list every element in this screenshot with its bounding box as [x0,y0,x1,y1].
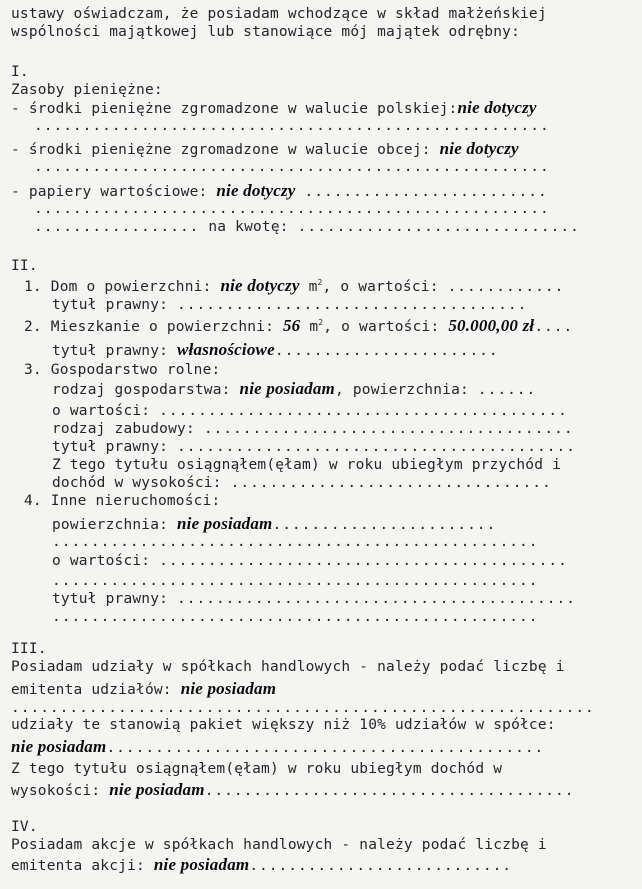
house-title-label: tytuł prawny: [52,297,169,313]
section-4-heading: IV. [11,819,38,835]
dotted-line: .................................................. [52,573,539,589]
shares-issuer-label: emitenta udziałów: [11,682,172,698]
farm-type-label: rodzaj gospodarstwa: [52,382,231,398]
house-title-row: tytuł prawny: .................................... [52,297,528,313]
cash-pln-row [11,99,537,118]
section-1-heading: I. [11,64,29,80]
flat-title-label: tytuł prawny: [52,343,169,359]
house-label: 1. Dom o powierzchni: [24,279,212,295]
dotted-line: .................................................. [52,534,539,550]
stocks-issuer-label: emitenta akcji: [11,858,145,874]
shares-income-row: wysokości: nie posiadam...................................... [11,780,575,799]
amount-label: na kwotę: [208,219,289,235]
farm-worth-label: o wartości: [52,403,151,419]
flat-title-row: tytuł prawny: własnościowe....................... [52,340,499,359]
cash-pln-label: - środki pieniężne zgromadzone w walucie polskiej: [11,101,458,117]
cash-foreign-value: nie dotyczy [439,139,519,158]
amount-row: ................. na kwotę: ............................. [34,219,580,235]
farm-building-label: rodzaj zabudowy: [52,421,195,437]
house-unit: m [308,279,318,295]
section-2-heading: II. [11,258,38,274]
dotted-line: ..................................................... [34,201,550,217]
securities-row: - papiery wartościowe: nie dotyczy ......................... [11,181,548,200]
shares-issuer-row [11,680,276,699]
shares-pakiet-value: nie posiadam [11,737,107,756]
shares-income-label: wysokości: [11,783,101,799]
farm-building-row: rodzaj zabudowy: ...................................... [52,421,574,437]
shares-income-value: nie posiadam [109,780,205,799]
section-3-heading: III. [11,641,47,657]
flat-unit-sup: 2 [318,318,324,327]
dotted-line: ............................................................ [11,700,595,716]
house-row: 1. Dom o powierzchni: nie dotyczy $m^2$, o wartości: ............ [24,276,565,295]
other-area-label: powierzchnia: [52,517,169,533]
other-title-label: tytuł prawny: [52,591,169,607]
shares-pakiet-label: udziały te stanowią pakiet większy niż 10% udziałów w spółce: [11,717,556,733]
securities-value: nie dotyczy [216,181,296,200]
securities-label: - papiery wartościowe: [11,184,208,200]
other-title-row: tytuł prawny: ......................................... [52,591,576,607]
dotted-line: .................................................. [52,609,539,625]
house-unit-sup: 2 [317,278,323,287]
cash-foreign-label: - środki pieniężne zgromadzone w walucie obcej: [11,142,431,158]
dotted-line: ..................................................... [34,159,550,175]
flat-title-value: własnościowe [177,340,275,359]
section-1-title: Zasoby pieniężne: [11,82,163,98]
other-worth-label: o wartości: [52,553,151,569]
farm-title-label: tytuł prawny: [52,439,169,455]
stocks-line-1: Posiadam akcje w spółkach handlowych - należy podać liczbę i [11,837,547,853]
flat-row: 2. Mieszkanie o powierzchni: 56 $m^2$, o wartości: 50.000,00 zł.... [24,316,574,335]
shares-issuer-value: nie posiadam [180,679,277,698]
shares-pakiet-row: nie posiadam............................................. [11,737,545,756]
shares-line-1: Posiadam udziały w spółkach handlowych - należy podać liczbę i [11,659,565,675]
flat-worth-label: , o wartości: [323,319,440,335]
farm-income-line-1: Z tego tytułu osiągnąłem(ęłam) w roku ubiegłym przychód i [52,457,561,473]
stocks-issuer-value: nie posiadam [153,855,250,874]
flat-worth-value: 50.000,00 zł [448,316,535,335]
house-worth-label: , o wartości: [322,279,439,295]
intro-line-1: ustawy oświadczam, że posiadam wchodzące w skład małżeńskiej [11,6,547,22]
flat-area-value: 56 [282,316,301,335]
other-label: 4. Inne nieruchomości: [24,493,221,509]
dotted-line: ..................................................... [34,118,550,134]
other-area-value: nie posiadam [177,514,273,533]
flat-label: 2. Mieszkanie o powierzchni: [24,319,275,335]
shares-income-line-1: Z tego tytułu osiągnąłem(ęłam) w roku ubiegłym dochód w [11,761,503,777]
farm-label: 3. Gospodarstwo rolne: [24,362,221,378]
farm-title-row: tytuł prawny: ......................................... [52,439,576,455]
flat-unit: m [309,319,319,335]
farm-type-value: nie posiadam [239,379,335,398]
farm-income-row: dochód w wysokości: ................................. [52,475,552,491]
stocks-issuer-row: emitenta akcji: nie posiadam........................... [11,855,513,874]
farm-income-label: dochód w wysokości: [52,475,222,491]
cash-pln-value: nie dotyczy [457,98,537,117]
cash-foreign-row [11,140,519,159]
other-area-row: powierzchnia: nie posiadam....................... [52,514,497,533]
house-area-value: nie dotyczy [220,276,300,295]
farm-type-row: rodzaj gospodarstwa: nie posiadam, powierzchnia: ...... [52,379,537,398]
intro-line-2: wspólności majątkowej lub stanowiące mój majątek odrębny: [11,24,520,40]
farm-area-label: , powierzchnia: [334,382,469,398]
other-worth-row: o wartości: .......................................... [52,553,568,569]
farm-worth-row: o wartości: .......................................... [52,403,568,419]
